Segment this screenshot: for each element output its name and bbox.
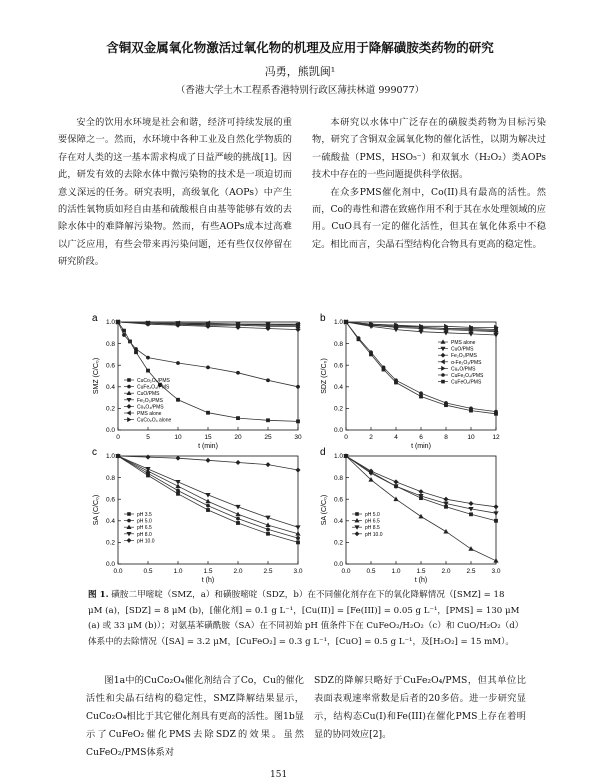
data-point (419, 395, 422, 398)
x-axis-label: t (min) (198, 443, 218, 450)
x-tick-label: 10 (467, 434, 475, 441)
y-axis-label: SA (C/C₀) (321, 494, 328, 526)
data-point (296, 385, 299, 388)
data-point (122, 333, 125, 336)
data-point (419, 514, 423, 518)
x-tick-label: 0 (344, 434, 348, 441)
legend-marker (128, 385, 131, 388)
data-point (494, 505, 498, 509)
legend-entry: pH 10.0 (365, 531, 383, 538)
data-point (296, 468, 300, 472)
y-tick-label: 1.0 (105, 453, 115, 461)
legend-entry: CuO/PMS (451, 346, 474, 353)
data-point (469, 409, 472, 412)
legend-marker (441, 353, 445, 357)
data-point (357, 338, 360, 341)
legend-entry: pH 6.5 (137, 525, 152, 532)
y-tick-label: 0.2 (333, 539, 343, 547)
legend-marker (127, 411, 131, 415)
data-point (296, 526, 300, 530)
x-tick-label: 10 (174, 434, 182, 441)
x-tick-label: 3.0 (491, 568, 501, 575)
data-point (444, 530, 448, 534)
y-axis-label: SMZ (C/C₀) (93, 357, 100, 395)
series-4 (344, 454, 498, 509)
x-tick-label: 2 (369, 434, 373, 441)
legend-entry: pH 10.0 (137, 538, 155, 545)
x-tick-label: 12 (492, 434, 500, 441)
x-tick-label: 3.0 (293, 568, 303, 575)
data-point (206, 366, 209, 369)
legend-marker (128, 418, 132, 422)
paper-title: 含铜双金属氧化物激活过氧化物的机理及应用于降解磺胺类药物的研究 (106, 40, 494, 55)
caption-label: 图 1. (88, 590, 109, 600)
data-point (176, 398, 179, 401)
x-tick-label: 15 (204, 434, 212, 441)
legend-marker (128, 513, 131, 516)
y-tick-label: 0.8 (333, 474, 343, 482)
data-point (494, 412, 497, 415)
legend-marker (356, 513, 359, 516)
chart-panel-d (320, 447, 501, 584)
x-tick-label: 0.0 (113, 568, 123, 575)
data-point (369, 353, 372, 356)
data-point (206, 411, 209, 414)
data-point (134, 347, 137, 350)
data-point (444, 404, 447, 407)
data-point (394, 381, 397, 384)
x-tick-label: 0.5 (366, 568, 376, 575)
body-right-column (314, 672, 526, 744)
panel-label: c (92, 447, 97, 458)
legend-entry: CuFeO₂/PMS (451, 379, 482, 386)
legend-entry: α-Fe₂O₃/PMS (451, 359, 482, 366)
data-point (134, 351, 137, 354)
legend-entry: Fe₂O₃/PMS (451, 353, 477, 360)
data-point (206, 458, 210, 462)
legend (438, 340, 484, 386)
data-point (176, 361, 179, 364)
x-tick-label: 30 (294, 434, 302, 441)
x-tick-label: 4 (394, 434, 398, 441)
x-tick-label: 6 (419, 434, 423, 441)
legend-entry: Fe₂O₃/PMS (137, 397, 163, 404)
data-point (236, 460, 240, 464)
data-point (176, 492, 179, 495)
x-tick-label: 2.5 (263, 568, 273, 575)
x-tick-label: 2.5 (466, 568, 476, 575)
legend-marker (128, 519, 131, 522)
y-tick-label: 1.0 (333, 319, 343, 327)
x-tick-label: 1.0 (173, 568, 183, 575)
y-tick-label: 0.2 (333, 405, 343, 413)
intro-right-paragraph-1: 本研究以水体中广泛存在的磺胺类药物为目标污染物，研究了含铜双金属氧化物的催化活性，以期为解决过一硫酸盐（PMS，HSO₅⁻）和双氧水（H₂O₂）类AOPs技术中存在的一些问题提供科学依据。 (312, 117, 546, 181)
legend (124, 512, 155, 544)
data-point (469, 547, 473, 551)
data-point (494, 519, 497, 522)
legend-entry: pH 5.0 (365, 512, 380, 518)
x-tick-label: 1.5 (203, 568, 213, 575)
x-tick-label: 0 (116, 434, 120, 441)
legend-entry: pH 8.5 (365, 525, 380, 532)
x-tick-label: 0.5 (143, 568, 153, 575)
legend-entry: CuCo₂O₄/PMS (137, 378, 170, 384)
legend-marker (127, 538, 131, 542)
data-point (419, 392, 422, 395)
data-point (236, 517, 239, 520)
figure-caption (88, 588, 520, 650)
y-tick-label: 1.0 (105, 319, 115, 327)
chart-panel-c (92, 447, 303, 584)
data-point (206, 508, 209, 511)
page-number: 151 (270, 770, 288, 780)
data-point (206, 499, 210, 503)
data-point (296, 541, 299, 544)
y-tick-label: 0.6 (333, 362, 343, 370)
data-point (266, 532, 269, 535)
panel-label: b (320, 313, 326, 324)
data-point (494, 512, 498, 516)
y-tick-label: 0.8 (105, 340, 115, 348)
y-tick-label: 1.0 (333, 453, 343, 461)
x-tick-label: 0.0 (341, 568, 351, 575)
legend-entry: pH 5.0 (137, 518, 152, 525)
legend (352, 512, 383, 538)
data-point (444, 497, 448, 501)
y-tick-label: 0.8 (333, 340, 343, 348)
body-right-paragraph: SDZ的降解只略好于CuFe₂O₄/PMS，但其单位比表面表观速率常数是后者的20多倍。进一步研究显示，结构态Cu(I)和Fe(III)在催化PMS上存在着明显的协同效应[2]。 (314, 675, 526, 740)
legend-entry: Cu₂O/PMS (451, 366, 476, 373)
x-axis-label: t (min) (411, 443, 431, 450)
data-point (382, 368, 385, 371)
chart-panel-b (320, 313, 500, 450)
data-point (236, 371, 239, 374)
x-tick-label: 20 (234, 434, 242, 441)
x-tick-label: 1.0 (391, 568, 401, 575)
series-3 (344, 454, 498, 515)
paper-affiliation: （香港大学土木工程系香港特别行政区薄扶林道 999077） (175, 85, 425, 96)
y-tick-label: 0.0 (333, 427, 343, 435)
legend-marker (128, 379, 131, 382)
data-point (469, 501, 473, 505)
data-point (266, 463, 270, 467)
legend-marker (442, 366, 446, 370)
legend-entry: PMS alone (451, 340, 476, 346)
y-tick-label: 0.0 (105, 427, 115, 435)
x-tick-label: 8 (444, 434, 448, 441)
legend-entry: CuFe₂O₄/PMS (137, 384, 170, 391)
legend-entry: CuFe₂O₄/PMS (451, 373, 484, 379)
data-point (176, 484, 180, 488)
data-point (266, 379, 269, 382)
legend-marker (127, 404, 131, 408)
y-tick-label: 0.6 (105, 362, 115, 370)
legend-entry: Co₃O₄/PMS (137, 404, 164, 411)
series-line (346, 456, 496, 513)
x-tick-label: 2.0 (441, 568, 451, 575)
legend-entry: pH 8.0 (137, 531, 152, 538)
data-point (469, 513, 472, 516)
legend-entry: PMS alone (137, 411, 162, 417)
panel-label: a (92, 313, 98, 324)
y-axis-label: SDZ (C/C₀) (321, 358, 328, 394)
y-tick-label: 0.4 (333, 384, 343, 391)
y-tick-label: 0.6 (105, 496, 115, 504)
legend-entry: pH 6.5 (365, 518, 380, 525)
data-point (419, 490, 423, 494)
y-tick-label: 0.0 (333, 561, 343, 569)
intro-right-paragraph-2: 在众多PMS催化剂中，Co(II)具有最高的活性。然而，Co的毒性和潜在致癌作用不利于其在水处理领域的应用。CuO具有一定的催化活性，但其在氧化体系中不稳定。相比而言，尖晶石型结构化合物具有更高的稳定性。 (312, 186, 546, 250)
body-left-column (86, 672, 304, 762)
y-tick-label: 0.2 (105, 539, 115, 547)
data-point (236, 417, 239, 420)
legend-marker (355, 532, 359, 536)
series-5 (116, 454, 300, 472)
data-point (296, 420, 299, 423)
x-axis-label: t (h) (414, 577, 428, 584)
intro-left-paragraph: 安全的饮用水环境是社会和谐，经济可持续发展的重要保障之一。然而，水环境中各种工业及自然化学物质的存在对人类的这一基本需求构成了日益严峻的挑战[1]。因此，研发有效的去除水体中微污染物的技术是一项迫切而意义深远的任务。研究表明，高级氧化（AOPs）中产生的活性氧物质如羟自由基和硫酸根自由基等能够有效的去除水体中的难降解污染物。然而，有些AOPs成本过高难以广泛应用，有些会带来再污染问题，还有些仅仅停留在研究阶段。 (58, 117, 292, 268)
plot-frame (346, 456, 496, 564)
y-tick-label: 0.6 (333, 496, 343, 504)
legend (124, 378, 171, 424)
data-point (394, 480, 398, 484)
legend-entry: pH 3.5 (137, 512, 152, 518)
data-point (344, 320, 347, 323)
chart-panel-a (92, 313, 302, 450)
legend-marker (441, 360, 445, 364)
data-point (266, 419, 269, 422)
legend-entry: CuCo₂O₄ alone (137, 417, 172, 424)
y-tick-label: 0.4 (105, 384, 115, 391)
y-tick-label: 0.0 (105, 561, 115, 569)
x-tick-label: 25 (264, 434, 272, 441)
y-tick-label: 0.8 (105, 474, 115, 482)
caption-text: 磺胺二甲嘧啶（SMZ，a）和磺胺嘧啶（SDZ，b）在不同催化剂存在下的氧化降解情况（[SMZ] = 18 μM (a)，[SDZ] = 8 μM (b)，[催化剂] = 0.1 g L⁻¹，[Cu(II)] = [Fe(III)] = 0.05 g L⁻¹，[PMS] = 130 μM (a) 或 33 μM (b)）；对氨基苯磺酰胺（SA）在不同初始 pH 值条件下在 CuFeO₂/H₂O₂（c）和 CuO/H₂O₂（d）体系中的去除情况（[SA] = 3.2 μM，[CuFeO₂] = 0.3 g L⁻¹，[CuO] = 0.5 g L⁻¹，及[H₂O₂] = 15 mM）。 (88, 590, 520, 647)
y-tick-label: 0.4 (105, 518, 115, 525)
data-point (146, 356, 149, 359)
data-point (266, 528, 269, 531)
body-left-paragraph: 图1a中的CuCo₂O₄催化剂结合了Co，Cu的催化活性和尖晶石结构的稳定性，SMZ降解结果显示，CuCo₂O₄相比于其它催化剂具有更高的活性。图1b显示了CuFeO₂催化PMS去除SDZ的效果。虽然CuFeO₂/PMS体系对 (86, 675, 304, 758)
y-tick-label: 0.2 (105, 405, 115, 413)
x-tick-label: 2.0 (233, 568, 243, 575)
y-tick-label: 0.4 (333, 518, 343, 525)
y-axis-label: SA (C/C₀) (93, 494, 100, 526)
data-point (176, 456, 180, 460)
legend-marker (442, 374, 445, 377)
data-point (236, 521, 239, 524)
data-point (206, 504, 209, 507)
legend-entry: CuO/PMS (137, 391, 160, 398)
data-point (296, 536, 299, 539)
x-axis-label: t (h) (201, 577, 215, 584)
x-tick-label: 1.5 (416, 568, 426, 575)
data-point (146, 369, 149, 372)
legend-marker (442, 380, 445, 383)
panel-label: d (320, 447, 326, 458)
data-point (176, 489, 179, 492)
paper-authors: 冯勇，熊凯闽¹ (264, 65, 336, 78)
x-tick-label: 5 (146, 434, 150, 441)
